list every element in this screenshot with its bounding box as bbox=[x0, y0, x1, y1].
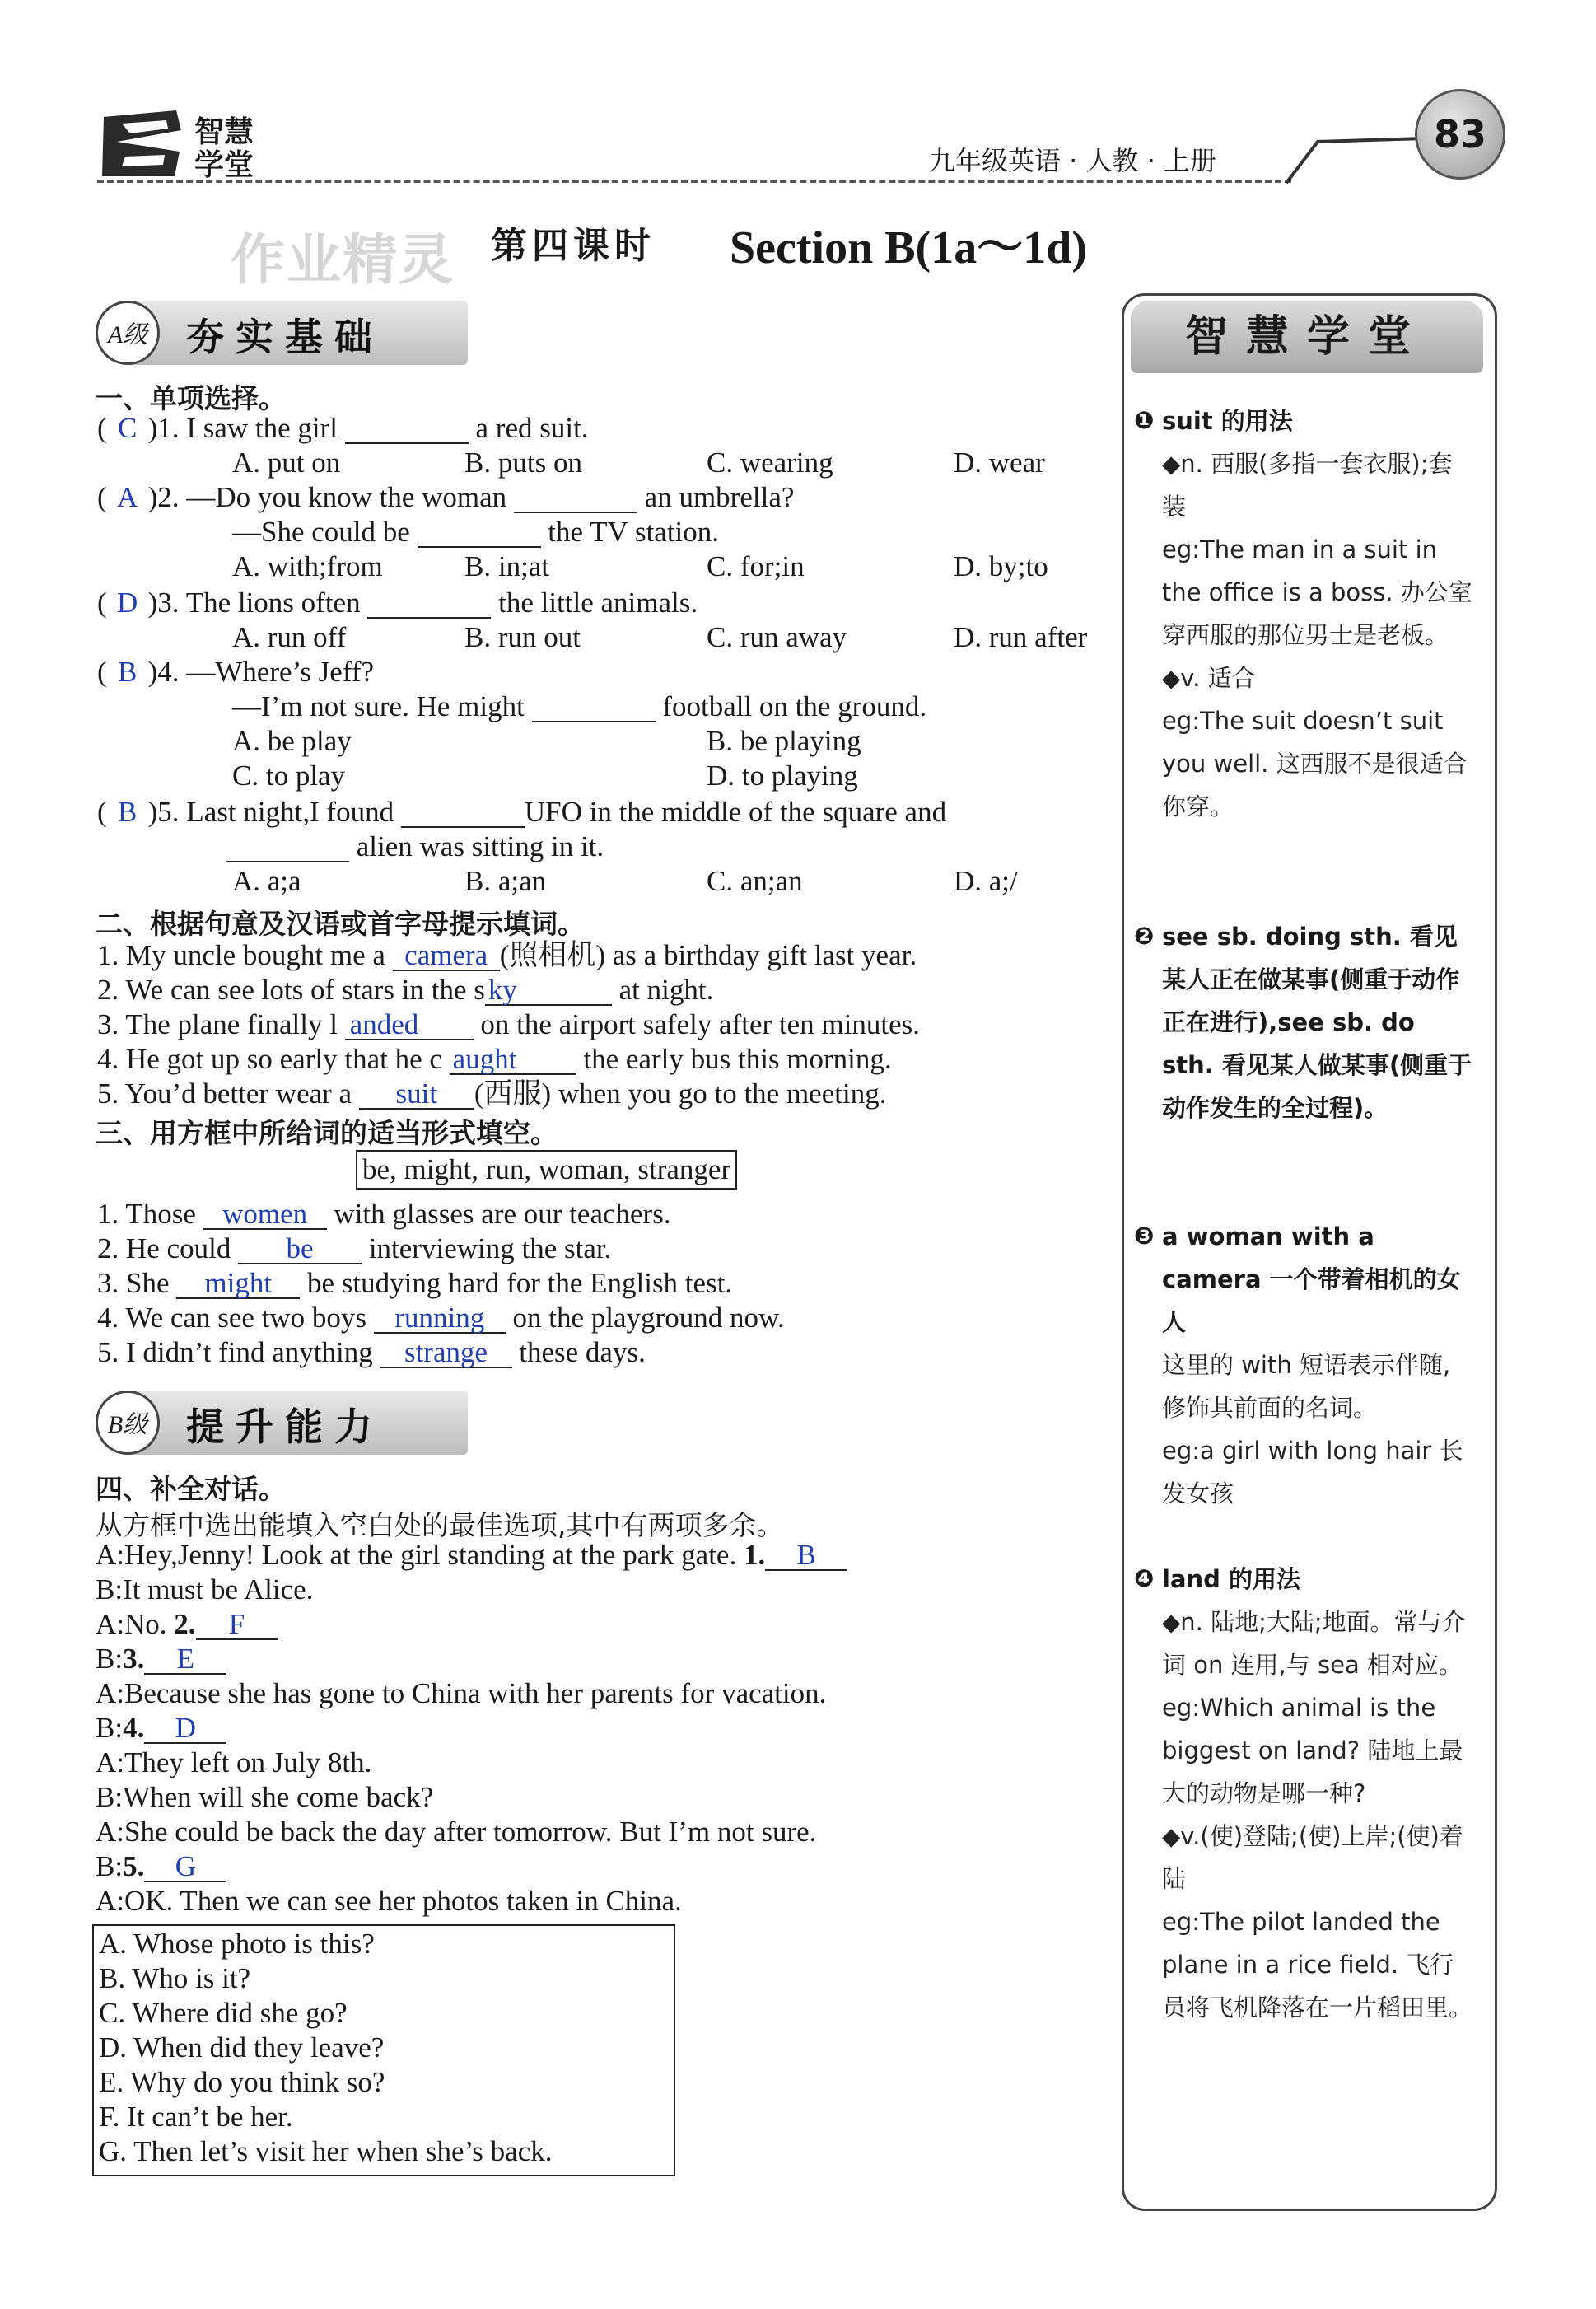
part2-item-3 bbox=[97, 1008, 920, 1041]
note-4-example-2: eg:The pilot landed the plane in a rice field. 飞行员将飞机降落在一片稻田里。 bbox=[1162, 1908, 1473, 2022]
q4-blank[interactable] bbox=[532, 693, 656, 722]
q1-option-a[interactable]: A. put on bbox=[232, 446, 341, 479]
p2-4-before: He got up so early that he c bbox=[126, 1043, 442, 1075]
q5-blank-2[interactable] bbox=[226, 833, 349, 862]
p2-2-num: 2. bbox=[97, 974, 119, 1006]
d7-text: A:They left on July 8th. bbox=[96, 1746, 372, 1778]
dialogue-line-11 bbox=[96, 1885, 682, 1918]
p2-1-after: (照相机) as a birthday gift last year. bbox=[499, 939, 917, 971]
q2-option-a[interactable]: A. with;from bbox=[232, 550, 383, 582]
p2-2-after: at night. bbox=[618, 974, 714, 1006]
q5-option-b[interactable]: B. a;an bbox=[464, 865, 547, 897]
level-a-circle: A级 bbox=[96, 301, 160, 365]
p3-5-before: I didn’t find anything bbox=[126, 1336, 373, 1368]
d3-num: 2. bbox=[174, 1608, 196, 1640]
note-1-number: ❶ bbox=[1134, 406, 1155, 434]
logo-mark-icon bbox=[97, 105, 188, 181]
q4-option-a[interactable]: A. be play bbox=[232, 725, 352, 757]
p3-1-fill[interactable]: women bbox=[203, 1200, 327, 1230]
q2-answer: A bbox=[117, 481, 138, 513]
d6-num: 4. bbox=[123, 1712, 145, 1744]
part2-item-1 bbox=[97, 939, 917, 972]
p3-2-before: He could bbox=[126, 1232, 231, 1264]
q2-blank-1[interactable] bbox=[514, 484, 637, 513]
d11-text: A:OK. Then we can see her photos taken in China. bbox=[96, 1885, 682, 1917]
dialogue-line-4 bbox=[96, 1643, 226, 1676]
note-1-noun: ◆n. 西服(多指一套衣服);套装 bbox=[1162, 450, 1453, 521]
q5-option-a[interactable]: A. a;a bbox=[232, 865, 301, 897]
q5-stem2-end: alien was sitting in it. bbox=[356, 830, 604, 862]
p3-1-after: with glasses are our teachers. bbox=[334, 1198, 671, 1230]
q2-option-b[interactable]: B. in;at bbox=[464, 550, 550, 582]
part4-title: 四、补全对话。 bbox=[96, 1473, 286, 1505]
d4-num: 3. bbox=[123, 1643, 145, 1675]
p2-3-before: The plane finally l bbox=[125, 1008, 338, 1040]
q2-stem-end: an umbrella? bbox=[644, 481, 795, 513]
d1-num: 1. bbox=[743, 1539, 766, 1571]
d6-text: B: bbox=[96, 1712, 124, 1744]
section-title: Section B(1a～1d) bbox=[730, 222, 1087, 273]
p3-4-fill[interactable]: running bbox=[374, 1304, 506, 1334]
note-3-example: eg:a girl with long hair 长发女孩 bbox=[1162, 1437, 1463, 1507]
p2-2-fill[interactable]: ky bbox=[485, 976, 612, 1006]
option-c[interactable]: C. Where did she go? bbox=[99, 1997, 348, 2029]
note-2-heading: see sb. doing sth. 看见某人正在做某事(侧重于动作正在进行),see sb. do sth. 看见某人做某事(侧重于动作发生的全过程)。 bbox=[1162, 923, 1472, 1122]
note-4-heading: land 的用法 bbox=[1162, 1565, 1301, 1593]
question-2: ( A )2. —Do you know the woman an umbrella? —She could be the TV station. A. with;from B. in;at C. for;in D. by;to bbox=[97, 481, 1048, 582]
p2-3-fill[interactable]: anded bbox=[345, 1011, 474, 1040]
header-swoosh bbox=[1285, 124, 1425, 189]
option-e[interactable]: E. Why do you think so? bbox=[99, 2066, 385, 2098]
d10-fill[interactable]: G bbox=[144, 1853, 226, 1882]
p2-4-num: 4. bbox=[97, 1043, 119, 1075]
q4-stem: —Where’s Jeff? bbox=[186, 656, 375, 688]
p2-5-after: (西服) when you go to the meeting. bbox=[474, 1077, 887, 1110]
q4-stem2-end: football on the ground. bbox=[662, 690, 927, 722]
p2-3-after: on the airport safely after ten minutes. bbox=[480, 1008, 920, 1040]
p3-3-fill[interactable]: might bbox=[176, 1269, 300, 1299]
note-3-body: 这里的 with 短语表示伴随,修饰其前面的名词。 bbox=[1162, 1351, 1451, 1422]
note-2-number: ❷ bbox=[1134, 922, 1155, 950]
d10-num: 5. bbox=[123, 1850, 145, 1882]
q2-blank-2[interactable] bbox=[418, 518, 541, 548]
question-3: ( D )3. The lions often the little animals. A. run off B. run out C. run away D. run after bbox=[97, 587, 1088, 653]
note-1-example-2: eg:The suit doesn’t suit you well. 这西服不是很适合你穿。 bbox=[1162, 707, 1468, 820]
q4-option-c[interactable]: C. to play bbox=[232, 760, 346, 792]
p2-4-fill[interactable]: aught bbox=[450, 1045, 576, 1075]
level-a-title: 夯实基础 bbox=[186, 315, 384, 359]
level-b-circle: B级 bbox=[96, 1391, 160, 1455]
logo bbox=[97, 105, 188, 181]
p3-5-fill[interactable]: strange bbox=[380, 1339, 512, 1368]
q3-stem: The lions often bbox=[185, 587, 361, 619]
note-3-heading: a woman with a camera 一个带着相机的女人 bbox=[1162, 1222, 1461, 1336]
d1-fill[interactable]: B bbox=[765, 1541, 847, 1571]
d3-fill[interactable]: F bbox=[196, 1610, 278, 1640]
book-title: 九年级英语 · 人教 · 上册 bbox=[929, 145, 1217, 176]
d1-text: A:Hey,Jenny! Look at the girl standing at the park gate. bbox=[96, 1539, 737, 1571]
p3-2-fill[interactable]: be bbox=[238, 1235, 362, 1264]
d4-fill[interactable]: E bbox=[144, 1645, 226, 1675]
part2-item-2 bbox=[97, 974, 713, 1007]
p2-3-num: 3. bbox=[97, 1008, 119, 1040]
dialogue-line-6 bbox=[96, 1712, 226, 1745]
d6-fill[interactable]: D bbox=[144, 1714, 226, 1744]
part3-item-2 bbox=[97, 1232, 611, 1265]
sidebar-note-2 bbox=[1134, 915, 1473, 1129]
dialogue-line-8 bbox=[96, 1781, 433, 1814]
options-box bbox=[92, 1924, 675, 2176]
p2-5-fill[interactable]: suit bbox=[359, 1080, 474, 1110]
q1-option-c[interactable]: C. wearing bbox=[707, 446, 833, 479]
d3-text: A:No. bbox=[96, 1608, 167, 1640]
q2-option-c[interactable]: C. for;in bbox=[707, 550, 805, 582]
note-4-verb: ◆v.(使)登陆;(使)上岸;(使)着陆 bbox=[1162, 1822, 1463, 1893]
q4-option-b[interactable]: B. be playing bbox=[707, 725, 861, 757]
p3-4-before: We can see two boys bbox=[125, 1302, 367, 1334]
q2-option-d[interactable]: D. by;to bbox=[954, 550, 1048, 582]
p3-3-after: be studying hard for the English test. bbox=[307, 1267, 733, 1299]
q1-stem-end: a red suit. bbox=[475, 412, 589, 444]
q3-blank[interactable] bbox=[367, 589, 491, 619]
dialogue-line-10 bbox=[96, 1850, 226, 1883]
q5-blank-1[interactable] bbox=[401, 798, 525, 828]
q1-blank[interactable] bbox=[345, 414, 469, 444]
part3-item-3 bbox=[97, 1267, 732, 1300]
part1-title: 一、单项选择。 bbox=[96, 382, 286, 414]
option-b[interactable]: B. Who is it? bbox=[99, 1962, 251, 1994]
note-4-example-1: eg:Which animal is the biggest on land? 陆地上最大的动物是哪一种? bbox=[1162, 1694, 1463, 1807]
p3-2-after: interviewing the star. bbox=[368, 1232, 612, 1264]
dialogue-line-9 bbox=[96, 1816, 816, 1849]
q3-option-a[interactable]: A. run off bbox=[232, 621, 347, 653]
dialogue-line-2 bbox=[96, 1573, 313, 1606]
level-a-badge bbox=[96, 301, 468, 365]
q4-option-d[interactable]: D. to playing bbox=[707, 760, 858, 792]
p2-2-before: We can see lots of stars in the s bbox=[125, 974, 485, 1006]
q2-number: )2. bbox=[147, 481, 180, 513]
part3-item-1 bbox=[97, 1198, 671, 1231]
q2-stem2-end: the TV station. bbox=[548, 516, 720, 548]
p2-5-num: 5. bbox=[97, 1077, 119, 1110]
dialogue-line-1 bbox=[96, 1539, 847, 1572]
note-4-number: ❹ bbox=[1134, 1564, 1155, 1592]
option-a[interactable]: A. Whose photo is this? bbox=[99, 1928, 375, 1960]
note-3-number: ❸ bbox=[1134, 1222, 1155, 1250]
q3-stem-end: the little animals. bbox=[498, 587, 698, 619]
q1-number: )1. bbox=[147, 412, 180, 444]
part2-title: 二、根据句意及汉语或首字母提示填词。 bbox=[96, 908, 585, 940]
p2-4-after: the early bus this morning. bbox=[583, 1043, 892, 1075]
sidebar-panel bbox=[1122, 293, 1497, 2211]
question-5: ( B )5. Last night,I found UFO in the middle of the square and alien was sitting in it. A. a;a B. a;an C. an;an D. a;/ bbox=[97, 796, 1018, 897]
note-1-verb: ◆v. 适合 bbox=[1162, 664, 1256, 692]
level-b-badge bbox=[96, 1391, 468, 1455]
dialogue-line-3 bbox=[96, 1608, 278, 1641]
p2-5-before: You’d better wear a bbox=[124, 1077, 352, 1110]
d10-text: B: bbox=[96, 1850, 124, 1882]
p3-1-before: Those bbox=[125, 1198, 196, 1230]
note-4-noun: ◆n. 陆地;大陆;地面。常与介词 on 连用,与 sea 相对应。 bbox=[1162, 1608, 1466, 1679]
p2-1-before: My uncle bought me a bbox=[126, 939, 385, 971]
q3-option-b[interactable]: B. run out bbox=[464, 621, 581, 653]
option-d[interactable]: D. When did they leave? bbox=[99, 2031, 385, 2064]
dialogue-line-7 bbox=[96, 1746, 371, 1779]
q5-number: )5. bbox=[147, 796, 180, 828]
d2-text: B:It must be Alice. bbox=[96, 1573, 314, 1606]
q2-stem: —Do you know the woman bbox=[186, 481, 507, 513]
q2-stem2: —She could be bbox=[232, 516, 410, 548]
part4-instruction: 从方框中选出能填入空白处的最佳选项,其中有两项多余。 bbox=[96, 1509, 784, 1541]
q4-answer: B bbox=[117, 656, 138, 688]
p3-2-num: 2. bbox=[97, 1232, 119, 1264]
d8-text: B:When will she come back? bbox=[96, 1781, 434, 1813]
page-number: 83 bbox=[1415, 89, 1505, 180]
q5-option-c[interactable]: C. an;an bbox=[707, 865, 803, 897]
sidebar-title: 智慧学堂 bbox=[1131, 301, 1483, 373]
option-f[interactable]: F. It can’t be her. bbox=[99, 2101, 293, 2133]
q1-option-d[interactable]: D. wear bbox=[954, 446, 1045, 479]
q1-answer: C bbox=[117, 412, 138, 444]
sidebar-note-3 bbox=[1134, 1215, 1473, 1515]
option-g[interactable]: G. Then let’s visit her when she’s back. bbox=[99, 2135, 553, 2167]
q5-option-d[interactable]: D. a;/ bbox=[954, 865, 1018, 897]
p3-3-before: She bbox=[126, 1267, 170, 1299]
q5-answer: B bbox=[117, 796, 138, 828]
d4-text: B: bbox=[96, 1643, 124, 1675]
header-dashed-rule bbox=[97, 180, 1291, 183]
logo-text-2: 学堂 bbox=[194, 148, 254, 182]
part2-item-5 bbox=[97, 1077, 886, 1110]
p2-1-fill[interactable]: camera bbox=[393, 942, 500, 971]
part3-item-5 bbox=[97, 1336, 646, 1369]
p3-5-num: 5. bbox=[97, 1336, 119, 1368]
note-1-heading: suit 的用法 bbox=[1162, 407, 1293, 435]
q5-stem: Last night,I found bbox=[186, 796, 394, 828]
q5-stem-end: UFO in the middle of the square and bbox=[524, 796, 947, 828]
q1-stem: I saw the girl bbox=[186, 412, 338, 444]
watermark: 作业精灵 bbox=[231, 228, 455, 292]
q3-number: )3. bbox=[147, 587, 180, 619]
d5-text: A:Because she has gone to China with her parents for vacation. bbox=[96, 1677, 827, 1709]
p3-4-num: 4. bbox=[97, 1302, 119, 1334]
sidebar-note-1 bbox=[1134, 400, 1473, 828]
d9-text: A:She could be back the day after tomorrow. But I’m not sure. bbox=[96, 1816, 817, 1848]
q3-option-c[interactable]: C. run away bbox=[707, 621, 847, 653]
sidebar-note-4 bbox=[1134, 1558, 1473, 2029]
q4-stem2: —I’m not sure. He might bbox=[232, 690, 525, 722]
q3-option-d[interactable]: D. run after bbox=[954, 621, 1088, 653]
q4-number: )4. bbox=[147, 656, 180, 688]
logo-text-1: 智慧 bbox=[194, 115, 254, 149]
question-4: ( B )4. —Where’s Jeff? —I’m not sure. He might football on the ground. A. be play B. be playing C. to play D. to playing bbox=[97, 656, 927, 792]
level-b-title: 提升能力 bbox=[186, 1405, 384, 1449]
part3-title: 三、用方框中所给词的适当形式填空。 bbox=[96, 1117, 558, 1149]
p3-3-num: 3. bbox=[97, 1267, 119, 1299]
word-box: be, might, run, woman, stranger bbox=[356, 1150, 737, 1190]
note-1-example-1: eg:The man in a suit in the office is a boss. 办公室穿西服的那位男士是老板。 bbox=[1162, 535, 1472, 649]
lesson-label: 第四课时 bbox=[491, 225, 656, 267]
part2-item-4 bbox=[97, 1043, 892, 1076]
q3-answer: D bbox=[117, 587, 138, 619]
p2-1-num: 1. bbox=[97, 939, 119, 971]
dialogue-line-5 bbox=[96, 1677, 826, 1710]
part3-item-4 bbox=[97, 1302, 785, 1334]
q1-option-b[interactable]: B. puts on bbox=[464, 446, 582, 479]
p3-5-after: these days. bbox=[519, 1336, 646, 1368]
p3-1-num: 1. bbox=[97, 1198, 119, 1230]
p3-4-after: on the playground now. bbox=[512, 1302, 785, 1334]
question-1: ( C )1. I saw the girl a red suit. A. put on B. puts on C. wearing D. wear bbox=[97, 412, 1045, 479]
